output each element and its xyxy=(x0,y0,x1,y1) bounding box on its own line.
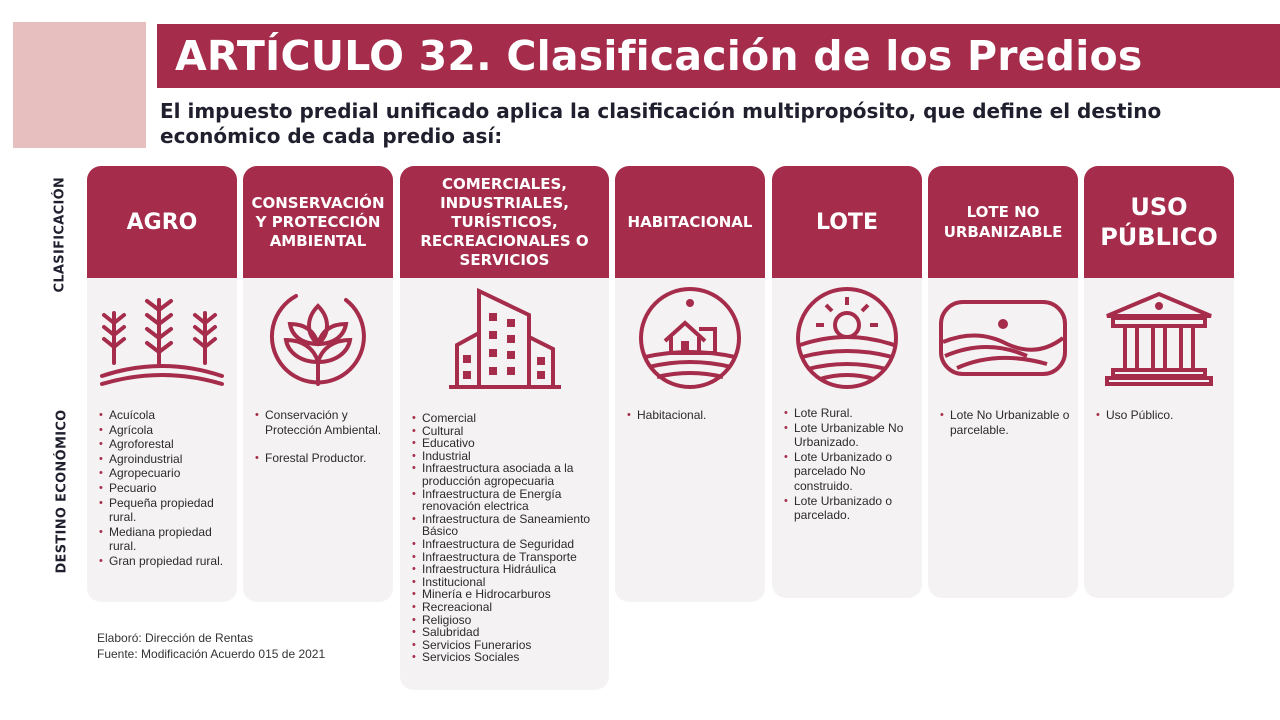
landscape-icon xyxy=(928,278,1078,398)
list-item: • Agropecuario xyxy=(99,466,229,481)
list-item: • Infraestructura de Seguridad xyxy=(412,538,601,551)
list-item: • Pequeña propiedad rural. xyxy=(99,496,229,525)
category-title: AGRO xyxy=(87,166,237,278)
list-item: • Servicios Sociales xyxy=(412,651,601,664)
list-item: • Mediana propiedad rural. xyxy=(99,525,229,554)
list-item: • Cultural xyxy=(412,425,601,438)
destination-label: DESTINO ECONÓMICO xyxy=(54,409,70,574)
house-circle-icon xyxy=(615,278,765,398)
category-items xyxy=(87,398,237,569)
title-bar xyxy=(157,24,1280,88)
list-item: • Conservación y Protección Ambiental. xyxy=(255,408,385,437)
category-items xyxy=(1084,398,1234,423)
subtitle: El impuesto predial unificado aplica la clasificación multipropósito, que define el destino económico de cada predio así: xyxy=(160,99,1162,148)
category-title: USO PÚBLICO xyxy=(1084,166,1234,278)
list-item: • Forestal Productor. xyxy=(255,451,385,466)
leaf-circle-icon xyxy=(243,278,393,398)
sun-fields-circle-icon xyxy=(772,278,922,398)
category-card-lote xyxy=(772,166,922,598)
classification-label: CLASIFICACIÓN xyxy=(52,176,68,293)
list-item: • Infraestructura de Saneamiento Básico xyxy=(412,513,601,538)
footer-source: Fuente: Modificación Acuerdo 015 de 2021 xyxy=(97,647,326,661)
list-item: • Lote No Urbanizable o parcelable. xyxy=(940,408,1070,437)
list-item: • Infraestructura de Energía renovación electrica xyxy=(412,488,601,513)
list-item: • Lote Urbanizable No Urbanizado. xyxy=(784,421,914,450)
buildings-icon xyxy=(400,278,609,398)
list-item: • Lote Urbanizado o parcelado No construido. xyxy=(784,450,914,494)
list-item: • Recreacional xyxy=(412,601,601,614)
list-item: • Agrícola xyxy=(99,423,229,438)
list-item: • Acuícola xyxy=(99,408,229,423)
category-items xyxy=(928,398,1078,437)
category-card-habitacional xyxy=(615,166,765,602)
list-item: • Educativo xyxy=(412,437,601,450)
public-building-icon xyxy=(1084,278,1234,398)
footer xyxy=(97,630,325,662)
category-items xyxy=(772,398,922,523)
list-item: • Agroindustrial xyxy=(99,452,229,467)
category-card-uso-publico xyxy=(1084,166,1234,598)
page-title: ARTÍCULO 32. Clasificación de los Predios xyxy=(175,32,1143,80)
list-item: • Infraestructura Hidráulica xyxy=(412,563,601,576)
category-title: LOTE xyxy=(772,166,922,278)
list-item: • Salubridad xyxy=(412,626,601,639)
footer-author: Elaboró: Dirección de Rentas xyxy=(97,631,254,645)
decorative-square xyxy=(13,22,146,148)
list-item: • Agroforestal xyxy=(99,437,229,452)
list-item: • Infraestructura asociada a la producción agropecuaria xyxy=(412,462,601,487)
list-item: • Servicios Funerarios xyxy=(412,639,601,652)
list-item: • Gran propiedad rural. xyxy=(99,554,229,569)
list-item: • Lote Rural. xyxy=(784,406,914,421)
list-item: • Religioso xyxy=(412,614,601,627)
category-title: HABITACIONAL xyxy=(615,166,765,278)
list-item: • Infraestructura de Transporte xyxy=(412,551,601,564)
category-items xyxy=(243,398,393,466)
category-card-lote-no-urbanizable xyxy=(928,166,1078,598)
list-item: • Comercial xyxy=(412,412,601,425)
category-title: COMERCIALES, INDUSTRIALES, TURÍSTICOS, RECREACIONALES O SERVICIOS xyxy=(400,166,609,278)
category-card-comerciales xyxy=(400,166,609,690)
category-items xyxy=(615,398,765,423)
category-items xyxy=(400,398,609,664)
category-card-agro xyxy=(87,166,237,602)
list-item: • Uso Público. xyxy=(1096,408,1226,423)
list-item: • Institucional xyxy=(412,576,601,589)
list-item: • Lote Urbanizado o parcelado. xyxy=(784,494,914,523)
category-title: LOTE NO URBANIZABLE xyxy=(928,166,1078,278)
list-item: • Minería e Hidrocarburos xyxy=(412,588,601,601)
category-card-conservacion xyxy=(243,166,393,602)
wheat-field-icon xyxy=(87,278,237,398)
category-title: CONSERVACIÓN Y PROTECCIÓN AMBIENTAL xyxy=(243,166,393,278)
list-item: • Pecuario xyxy=(99,481,229,496)
list-item: • Habitacional. xyxy=(627,408,757,423)
list-item: • Industrial xyxy=(412,450,601,463)
